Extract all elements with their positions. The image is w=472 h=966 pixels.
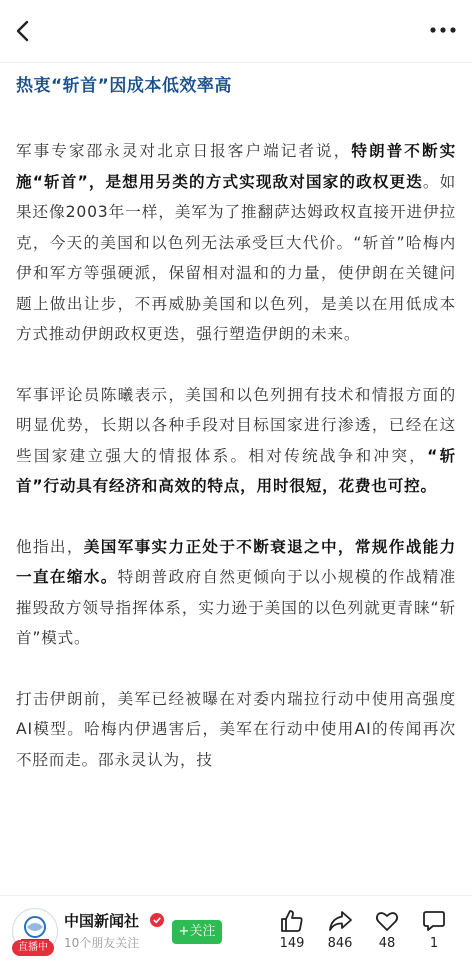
share-button[interactable] <box>320 908 360 951</box>
bottom-action-bar <box>0 895 472 966</box>
account-name[interactable]: 中国新闻社 <box>64 912 140 930</box>
bold-text: “斩首”行动具有经济和高效的特点，用时很短，花费也可控。 <box>16 446 456 495</box>
comment-button[interactable] <box>414 908 454 951</box>
heart-icon <box>374 908 400 934</box>
paragraph-4: 打击伊朗前，美军已经被曝在对委内瑞拉行动中使用高强度AI模型。哈梅内伊遇害后，美军在行动中使用AI的传闻再次不胫而走。邵永灵认为，技 <box>16 689 456 769</box>
header-divider <box>0 62 472 63</box>
content-fade <box>0 860 472 896</box>
paragraph-2: 军事评论员陈曦表示，美国和以色列拥有技术和情报方面的明显优势，长期以各种手段对目标国家进行渗透，已经在这些国家建立强大的情报体系。相对传统战争和冲突，“斩首”行动具有经济和高效的特点，用时很短，花费也可控。 <box>16 385 456 495</box>
top-bar <box>0 0 472 62</box>
share-count: 846 <box>327 936 353 951</box>
favorite-button[interactable] <box>367 908 407 951</box>
live-badge[interactable]: 直播中 <box>12 940 54 956</box>
friends-following-text: 10个朋友关注 <box>64 936 140 950</box>
article-body <box>16 64 456 775</box>
comment-count: 1 <box>429 936 439 951</box>
like-count: 149 <box>279 936 305 951</box>
paragraph-1: 军事专家邵永灵对北京日报客户端记者说，特朗普不断实施“斩首”，是想用另类的方式实现敌对国家的政权更迭。如果还像2003年一样，美军为了推翻萨达姆政权直接开进伊拉克，今天的美国和以色列无法承受巨大代价。“斩首”哈梅内伊和军方等强硬派，保留相对温和的力量，使伊朗在关键问题上做出让步，不再威胁美国和以色列，是美以在用低成本方式推动伊朗政权更迭，强行塑造伊朗的未来。 <box>16 142 457 343</box>
favorite-count: 48 <box>378 936 396 951</box>
back-arrow-icon[interactable] <box>8 16 38 46</box>
paragraph-3: 他指出，美国军事实力正处于不断衰退之中，常规作战能力一直在缩水。特朗普政府自然更倾向于以小规模的作战精准摧毁敌方领导指挥体系，实力逊于美国的以色列就更青睐“斩首”模式。 <box>16 537 456 647</box>
section-heading: 热衷“斩首”因成本低效率高 <box>16 76 232 96</box>
like-button[interactable] <box>272 908 312 951</box>
thumbs-up-icon <box>279 908 305 934</box>
bold-text: 美国军事实力正处于不断衰退之中，常规作战能力一直在缩水。 <box>16 537 456 586</box>
share-arrow-icon <box>327 908 353 934</box>
follow-button[interactable]: +关注 <box>172 920 222 944</box>
more-options-icon[interactable] <box>428 22 458 38</box>
comment-bubble-icon <box>421 908 447 934</box>
bold-text: 特朗普不断实施“斩首”，是想用另类的方式实现敌对国家的政权更迭 <box>16 142 456 191</box>
verified-icon <box>150 912 164 926</box>
